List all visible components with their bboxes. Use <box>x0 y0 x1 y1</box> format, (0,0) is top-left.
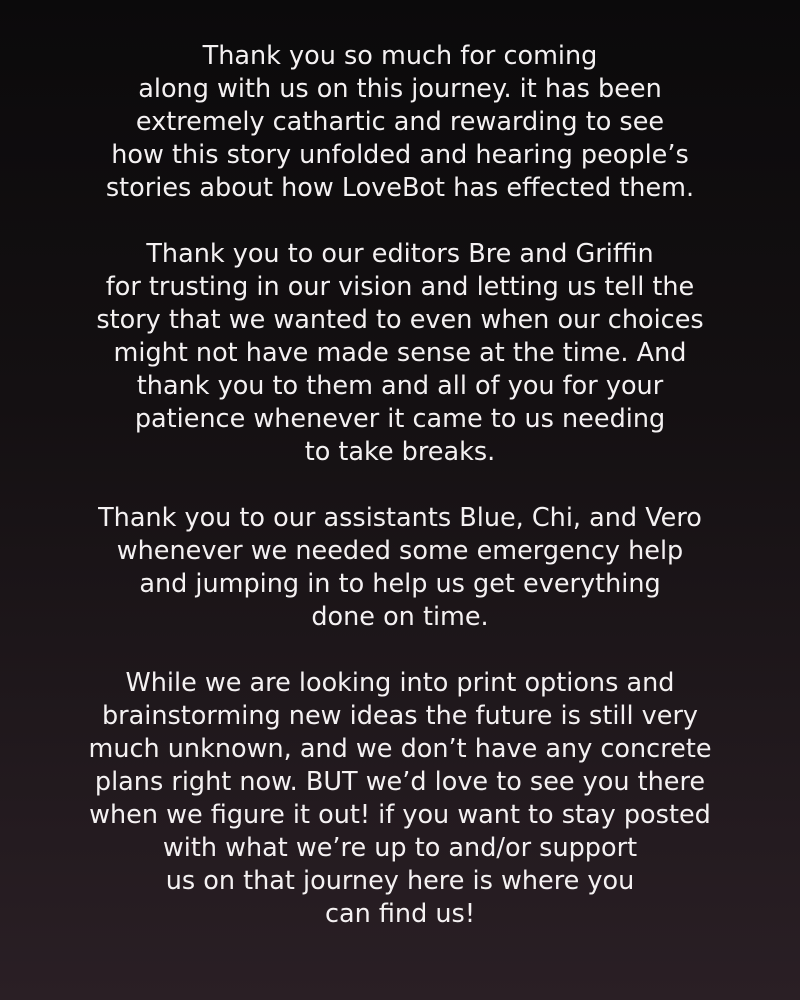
text-line: how this story unfolded and hearing people’s <box>111 140 689 170</box>
text-line: whenever we needed some emergency help <box>116 536 684 566</box>
text-line: us on that journey here is where you <box>165 866 635 896</box>
paragraph-future-plans <box>20 667 780 931</box>
text-line: when we figure it out! if you want to stay posted <box>89 800 711 830</box>
text-line: and jumping in to help us get everything <box>139 569 661 599</box>
paragraph-spacer <box>0 469 800 502</box>
text-line: Thank you so much for coming <box>202 41 598 71</box>
text-line: to take breaks. <box>304 437 496 467</box>
text-line: for trusting in our vision and letting us tell the <box>105 272 695 302</box>
paragraph-spacer <box>0 205 800 238</box>
text-line: patience whenever it came to us needing <box>134 404 666 434</box>
text-line: stories about how LoveBot has effected them. <box>105 173 695 203</box>
text-line: Thank you to our editors Bre and Griffin <box>146 239 654 269</box>
paragraph-thanks-assistants <box>20 502 780 634</box>
text-line: done on time. <box>311 602 489 632</box>
text-line: thank you to them and all of you for your <box>136 371 664 401</box>
text-line: Thank you to our assistants Blue, Chi, and Vero <box>98 503 702 533</box>
text-line: plans right now. BUT we’d love to see you there <box>94 767 706 797</box>
text-line: can find us! <box>324 899 476 929</box>
paragraph-thanks-readers <box>20 40 780 205</box>
text-line: along with us on this journey. it has been <box>138 74 662 104</box>
text-line: much unknown, and we don’t have any concrete <box>88 734 712 764</box>
text-line: story that we wanted to even when our choices <box>96 305 704 335</box>
text-line: extremely cathartic and rewarding to see <box>135 107 665 137</box>
paragraph-thanks-editors <box>20 238 780 469</box>
text-line: While we are looking into print options and <box>125 668 675 698</box>
paragraph-spacer <box>0 634 800 667</box>
text-line: might not have made sense at the time. And <box>113 338 687 368</box>
text-line: with what we’re up to and/or support <box>162 833 638 863</box>
text-line: brainstorming new ideas the future is still very <box>101 701 699 731</box>
